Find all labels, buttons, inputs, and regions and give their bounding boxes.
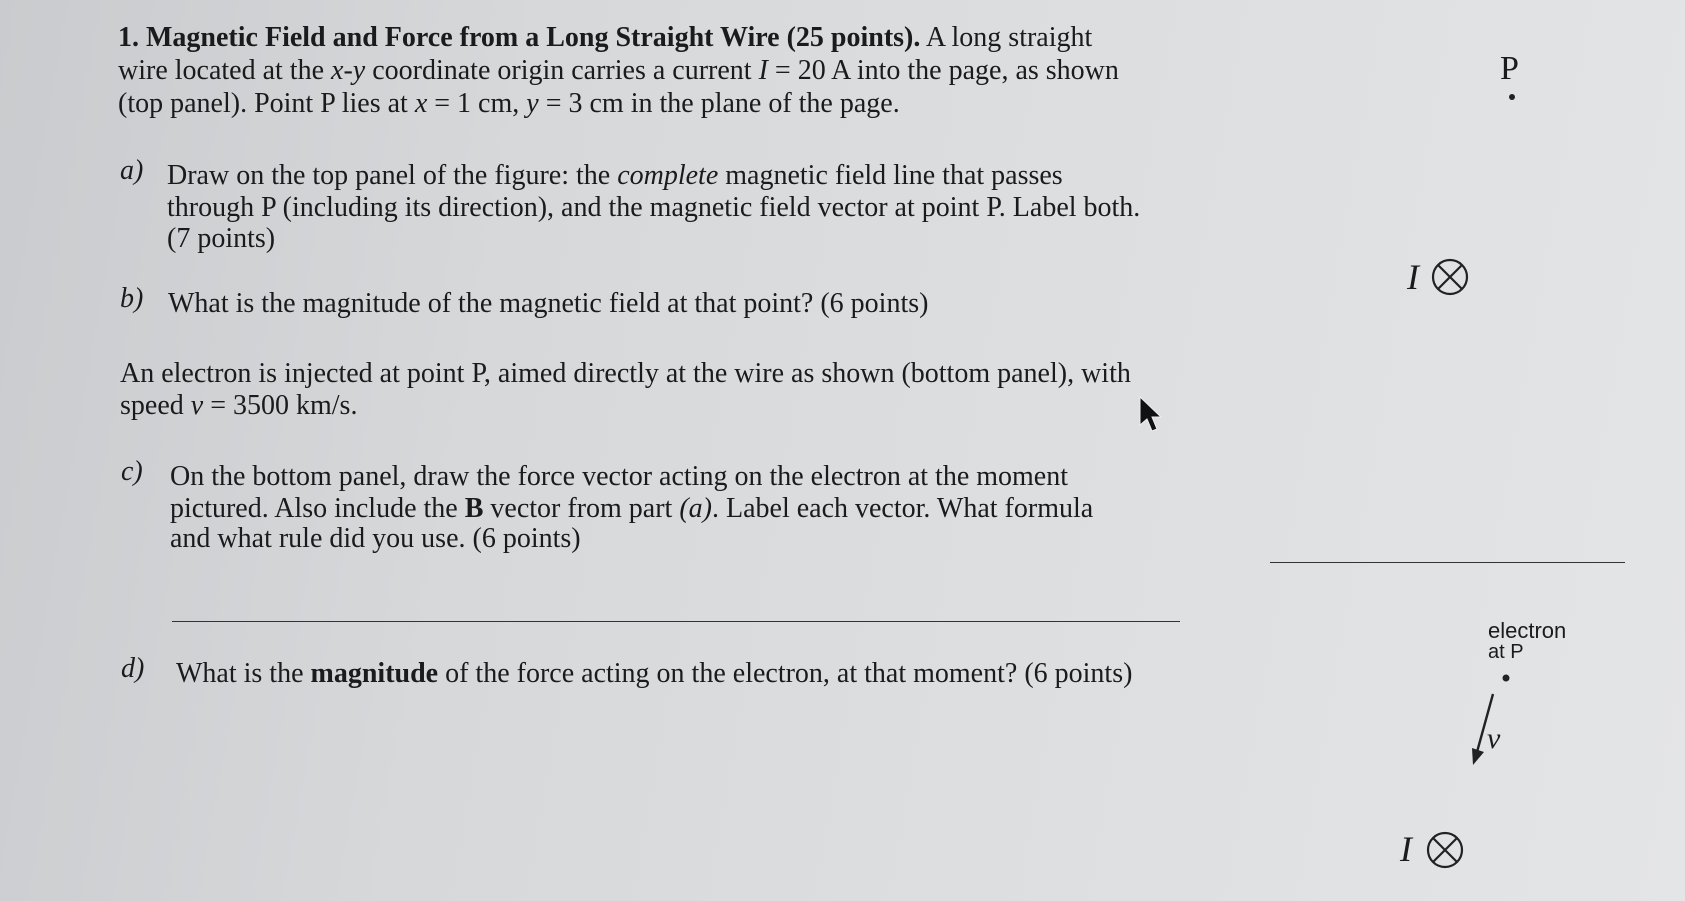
point-P-dot [1509, 94, 1515, 100]
point-P-label: P [1500, 50, 1519, 87]
electron-intro-line-1: An electron is injected at point P, aimed directly at the wire as shown (bottom panel), with [120, 358, 1131, 389]
part-a-label: a) [120, 155, 144, 186]
intro-text: (top panel). Point P lies at [118, 88, 415, 119]
part-d-text-b: of the force acting on the electron, at that moment? (6 points) [438, 658, 1133, 689]
part-d-bold: magnitude [310, 658, 439, 689]
part-c-line-3: and what rule did you use. (6 points) [170, 523, 581, 554]
intro-text: = 1 cm, [427, 88, 527, 119]
electron-dot [1503, 675, 1510, 682]
bottom-current-label: I [1400, 829, 1412, 869]
velocity-arrow-icon [1472, 694, 1493, 765]
part-c-ref-a: (a) [679, 493, 712, 524]
wire-into-page-top-icon [1433, 260, 1467, 294]
problem-number: 1. [118, 22, 139, 53]
electron-intro-text: = 3500 km/s. [203, 390, 358, 421]
part-c-line-1: On the bottom panel, draw the force vector acting on the electron at the moment [170, 461, 1069, 492]
problem-title: Magnetic Field and Force from a Long Straight Wire (25 points). [146, 22, 921, 53]
part-a-line-3: (7 points) [167, 223, 276, 254]
part-c-label: c) [121, 456, 143, 487]
intro-text: = 20 A into the page, as shown [767, 55, 1119, 86]
part-b-text: What is the magnitude of the magnetic field at that point? (6 points) [168, 288, 929, 319]
electron-label-line-1: electron [1488, 618, 1567, 643]
intro-text: = 3 cm in the plane of the page. [538, 88, 900, 119]
part-a-text: Draw on the top panel of the figure: the [167, 160, 618, 191]
intro-text: coordinate origin carries a current [365, 55, 759, 86]
mouse-cursor-icon [1140, 397, 1161, 431]
velocity-label: v [1487, 722, 1501, 755]
part-c-bold-B: B [464, 493, 484, 524]
part-c-text: vector from part [483, 493, 680, 524]
part-d-text-a: What is the [176, 658, 311, 689]
intro-math-I: I [758, 55, 768, 86]
wire-into-page-bottom-icon [1428, 833, 1462, 867]
intro-text: wire located at the [118, 55, 332, 86]
intro-math-x: x [414, 88, 428, 119]
part-b-label: b) [120, 283, 144, 314]
part-c-text: . Label each vector. What formula [711, 493, 1094, 524]
part-a-line-2: through P (including its direction), and the magnetic field vector at point P. Label both. [167, 192, 1141, 223]
problem-intro-text: A long straight [925, 22, 1093, 53]
part-a-emphasis: complete [617, 160, 719, 191]
part-c-text: pictured. Also include the [170, 493, 465, 524]
part-d-label: d) [121, 653, 145, 684]
intro-math-xy: x-y [331, 55, 366, 86]
top-current-label: I [1407, 257, 1419, 297]
electron-intro-math-v: v [190, 390, 204, 421]
electron-label-line-2: at P [1488, 641, 1524, 663]
intro-math-y: y [526, 88, 539, 119]
electron-intro-text: speed [120, 390, 191, 421]
part-a-text: magnetic field line that passes [718, 160, 1063, 191]
